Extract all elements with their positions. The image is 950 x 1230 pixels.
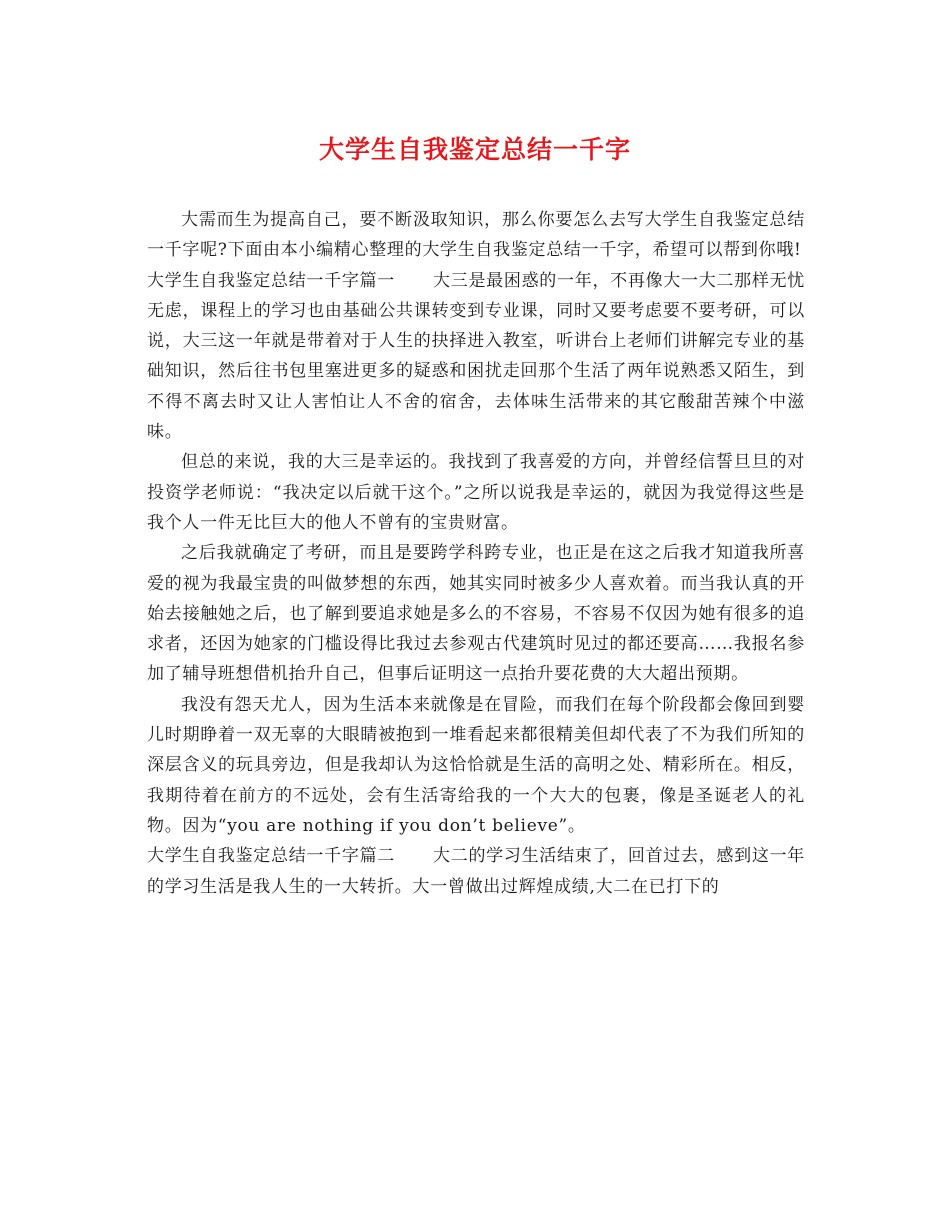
section-one-heading: 大学生自我鉴定总结一千字篇一: [147, 270, 395, 291]
body-paragraph: 我没有怨天尤人，因为生活本来就像是在冒险，而我们在每个阶段都会像回到婴儿时期睁着一双无辜的大眼睛被抱到一堆看起来都很精美但却代表了不为我们所知的深层含义的玩具旁边，但是我却认为这恰恰就是生活的高明之处、精彩所在。相反，我期待着在前方的不远处，会有生活寄给我的一个大大的包裹，像是圣诞老人的礼物。因为“you are nothing if you don’t believe”。: [147, 694, 805, 836]
body-paragraph: 之后我就确定了考研，而且是要跨学科跨专业，也正是在这之后我才知道我所喜爱的视为我最宝贵的叫做梦想的东西，她其实同时被多少人喜欢着。而当我认真的开始去接触她之后，也了解到要追求她是多么的不容易，不容易不仅因为她有很多的追求者，还因为她家的门槛设得比我过去参观古代建筑时见过的都还要高……我报名参加了辅导班想借机抬升自己，但事后证明这一点抬升要花费的大大超出预期。: [147, 543, 805, 685]
body-paragraph: 但总的来说，我的大三是幸运的。我找到了我喜爱的方向，并曾经信誓旦旦的对投资学老师说：“我决定以后就干这个。”之所以说我是幸运的，就因为我觉得这些是我个人一件无比巨大的他人不曾有的宝贵财富。: [147, 452, 805, 533]
intro-paragraph: 大需而生为提高自己，要不断汲取知识，那么你要怎么去写大学生自我鉴定总结一千字呢?下面由本小编精心整理的大学生自我鉴定总结一千字，希望可以帮到你哦!: [147, 210, 805, 261]
section-two-text: 大二的学习生活结束了，回首过去，感到这一年的学习生活是我人生的一大转折。大一曾做出过辉煌成绩,大二在已打下的: [147, 846, 805, 897]
section-one-text: 大三是最困惑的一年，不再像大一大二那样无忧无虑，课程上的学习也由基础公共课转变到专业课，同时又要考虑要不要考研，可以说，大三这一年就是带着对于人生的抉择进入教室，听讲台上老师们讲解完专业的基础知识，然后往书包里塞进更多的疑惑和困扰走回那个生活了两年说熟悉又陌生，到不得不离去时又让人害怕让人不舍的宿舍，去体味生活带来的其它酸甜苦辣个中滋味。: [147, 270, 805, 443]
section-two-paragraph: [147, 841, 805, 902]
section-one-paragraph: [147, 266, 805, 448]
document-body: [147, 205, 805, 902]
section-two-heading: 大学生自我鉴定总结一千字篇二: [147, 846, 395, 867]
page-title: 大学生自我鉴定总结一千字: [318, 135, 631, 164]
